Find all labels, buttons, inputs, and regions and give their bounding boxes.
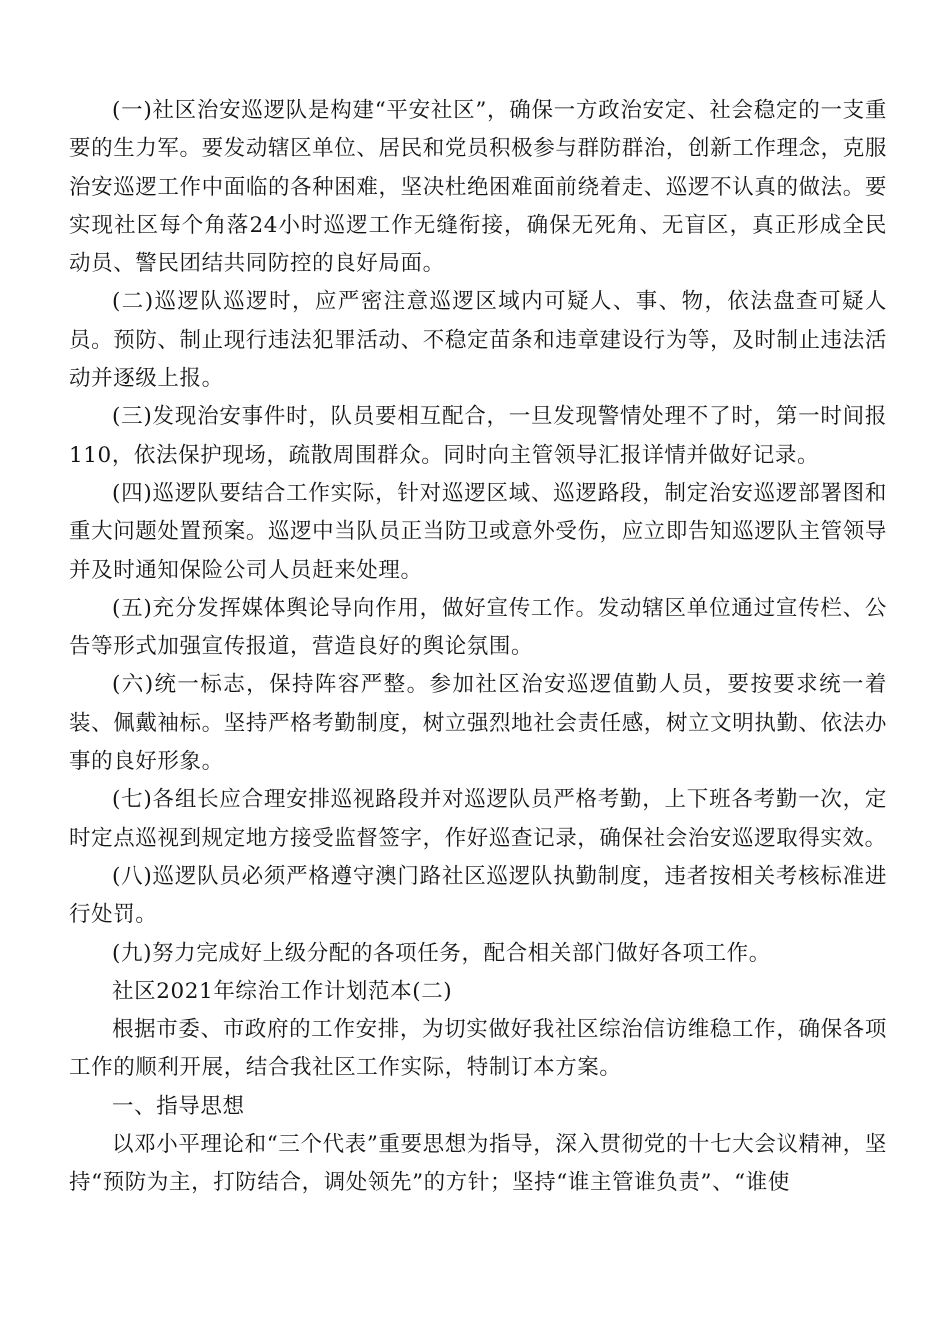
document-body xyxy=(69,92,887,1203)
section-title: 社区2021年综治工作计划范本(二) xyxy=(112,978,453,1004)
paragraph-5: (五)充分发挥媒体舆论导向作用，做好宣传工作。发动辖区单位通过宣传栏、公告等形式加强宣传报道，营造良好的舆论氛围。 xyxy=(69,595,887,660)
paragraph-3: (三)发现治安事件时，队员要相互配合，一旦发现警情处理不了时，第一时间报110，依法保护现场，疏散周围群众。同时向主管领导汇报详情并做好记录。 xyxy=(69,404,887,468)
paragraph-8: (八)巡逻队员必须严格遵守澳门路社区巡逻队执勤制度，违者按相关考核标准进行处罚。 xyxy=(69,863,887,928)
section-heading-guiding-thought: 一、指导思想 xyxy=(112,1093,245,1119)
paragraph-6: (六)统一标志，保持阵容严整。参加社区治安巡逻值勤人员，要按要求统一着装、佩戴袖标。坚持严格考勤制度，树立强烈地社会责任感，树立文明执勤、依法办事的良好形象。 xyxy=(69,672,887,775)
paragraph-7: (七)各组长应合理安排巡视路段并对巡逻队员严格考勤，上下班各考勤一次，定时定点巡视到规定地方接受监督签字，作好巡查记录，确保社会治安巡逻取得实效。 xyxy=(69,787,887,851)
paragraph-2: (二)巡逻队巡逻时，应严密注意巡逻区域内可疑人、事、物，依法盘查可疑人员。预防、制止现行违法犯罪活动、不稳定苗条和违章建设行为等，及时制止违法活动并逐级上报。 xyxy=(69,289,887,392)
paragraph-4: (四)巡逻队要结合工作实际，针对巡逻区域、巡逻路段，制定治安巡逻部署图和重大问题处置预案。巡逻中当队员正当防卫或意外受伤，应立即告知巡逻队主管领导并及时通知保险公司人员赶来处理。 xyxy=(69,480,887,583)
paragraph-1: (一)社区治安巡逻队是构建“平安社区”，确保一方政治安定、社会稳定的一支重要的生力军。要发动辖区单位、居民和党员积极参与群防群治，创新工作理念，克服治安巡逻工作中面临的各种困难，坚决杜绝困难面前绕着走、巡逻不认真的做法。要实现社区每个角落24小时巡逻工作无缝衔接，确保无死角、无盲区，真正形成全民动员、警民团结共同防控的良好局面。 xyxy=(69,98,887,277)
paragraph-guiding-thought: 以邓小平理论和“三个代表”重要思想为指导，深入贯彻党的十七大会议精神，坚持“预防为主，打防结合，调处领先”的方针；坚持“谁主管谁负责”、“谁使 xyxy=(69,1132,887,1196)
paragraph-9: (九)努力完成好上级分配的各项任务，配合相关部门做好各项工作。 xyxy=(112,940,771,966)
paragraph-intro: 根据市委、市政府的工作安排，为切实做好我社区综治信访维稳工作，确保各项工作的顺利开展，结合我社区工作实际，特制订本方案。 xyxy=(69,1017,887,1081)
